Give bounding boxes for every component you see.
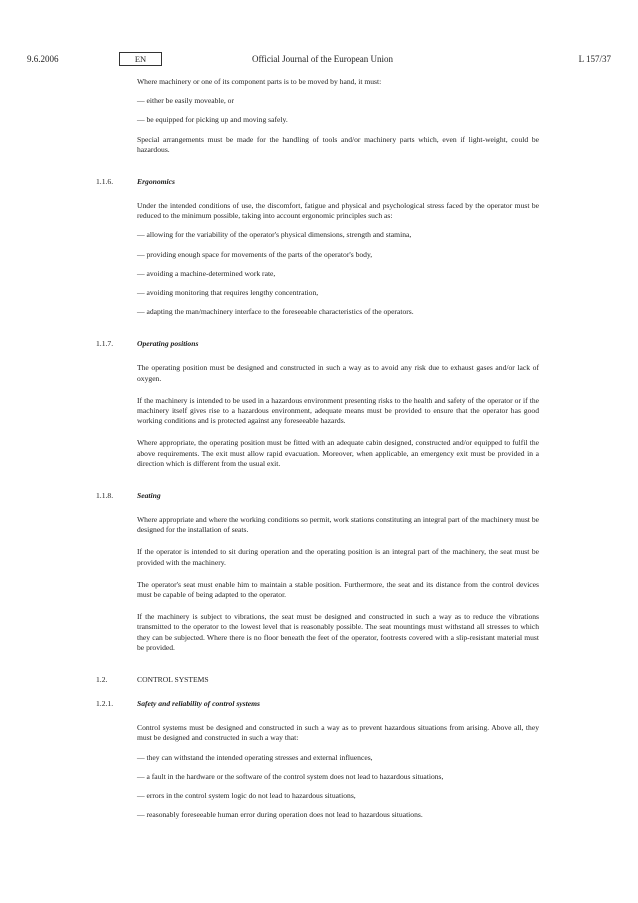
section-number: 1.2.: [96, 675, 108, 685]
section-heading-ergonomics: [0, 177, 638, 189]
page-header: [27, 52, 611, 66]
list-item: — reasonably foreseeable human error during operation does not lead to hazardous situations.: [137, 810, 423, 820]
page-reference: L 157/37: [578, 54, 611, 64]
section-number: 1.1.8.: [96, 491, 114, 501]
section-title: Ergonomics: [137, 177, 175, 187]
list-item: — either be easily moveable, or: [137, 96, 234, 106]
paragraph: The operating position must be designed and constructed in such a way as to avoid any risk due to exhaust gases and/or lack of oxygen.: [137, 363, 539, 383]
list-item: — providing enough space for movements of the parts of the operator's body,: [137, 249, 373, 259]
paragraph: The operator's seat must enable him to maintain a stable position. Furthermore, the seat and its distance from the control devices must be capable of being adapted to the operator.: [137, 579, 539, 600]
section-number: 1.1.6.: [96, 177, 114, 187]
section-title: CONTROL SYSTEMS: [137, 675, 209, 685]
paragraph: If the operator is intended to sit during operation and the operating position is an integral part of the machinery, the seat must be provided with the machinery.: [137, 547, 539, 567]
section-title: Operating positions: [137, 339, 199, 349]
section-number: 1.2.1.: [96, 699, 114, 709]
section-title: Safety and reliability of control systems: [137, 699, 260, 709]
paragraph: Control systems must be designed and constructed in such a way as to prevent hazardous situations from arising. Above all, they must be designed and constructed in such a way that:: [137, 723, 539, 743]
journal-title: Official Journal of the European Union: [252, 54, 394, 64]
document-body: [0, 77, 638, 820]
section-heading-control-systems: [0, 675, 638, 687]
section-heading-safety-reliability: [0, 699, 638, 711]
paragraph: If the machinery is intended to be used in a hazardous environment presenting risks to the health and safety of the operator or if the machinery itself gives rise to a hazardous environment, adequate means must be provided to ensure that the operator has good working conditions and is protected against any foreseeable hazards.: [137, 395, 539, 426]
intro-lead: Where machinery or one of its component parts is to be moved by hand, it must:: [137, 77, 382, 86]
section-heading-seating: [0, 491, 638, 503]
paragraph: Where appropriate and where the working conditions so permit, work stations constituting an integral part of the machinery must be designed for the installation of seats.: [137, 515, 539, 535]
list-item: — adapting the man/machinery interface to the foreseeable characteristics of the operators.: [137, 307, 414, 317]
list-item: — be equipped for picking up and moving safely.: [137, 115, 288, 125]
paragraph: If the machinery is subject to vibrations, the seat must be designed and constructed in such a way as to reduce the vibrations transmitted to the operator to the lowest level that is reasonably possible. The seat mountings must withstand all stresses to which they can be subjected. Where there is no floor beneath the feet of the operator, footrests covered with a slip-resistant material must be provided.: [137, 612, 539, 652]
paragraph: Under the intended conditions of use, the discomfort, fatigue and physical and psychological stress faced by the operator must be reduced to the minimum possible, taking into account ergonomic principles such as:: [137, 201, 539, 221]
section-heading-operating-positions: [0, 339, 638, 351]
list-item: — avoiding a machine-determined work rate,: [137, 268, 276, 278]
section-title: Seating: [137, 491, 161, 501]
section-number: 1.1.7.: [96, 339, 114, 349]
list-item: — a fault in the hardware or the software of the control system does not lead to hazardous situations,: [137, 771, 444, 781]
paragraph: Where appropriate, the operating position must be fitted with an adequate cabin designed, constructed and/or equipped to fulfil the above requirements. The exit must allow rapid evacuation. Moreover, when applicable, an emergency exit must be provided in a direction which is different from the usual exit.: [137, 438, 539, 468]
publication-date: 9.6.2006: [27, 54, 59, 64]
list-item: — they can withstand the intended operating stresses and external influences,: [137, 752, 373, 762]
list-item: — avoiding monitoring that requires lengthy concentration,: [137, 288, 319, 298]
intro-note: Special arrangements must be made for the handling of tools and/or machinery parts which, even if light-weight, could be hazardous.: [137, 134, 539, 154]
list-item: — errors in the control system logic do not lead to hazardous situations,: [137, 790, 356, 800]
list-item: — allowing for the variability of the operator's physical dimensions, strength and stamina,: [137, 230, 412, 240]
language-code-box: EN: [119, 52, 162, 66]
